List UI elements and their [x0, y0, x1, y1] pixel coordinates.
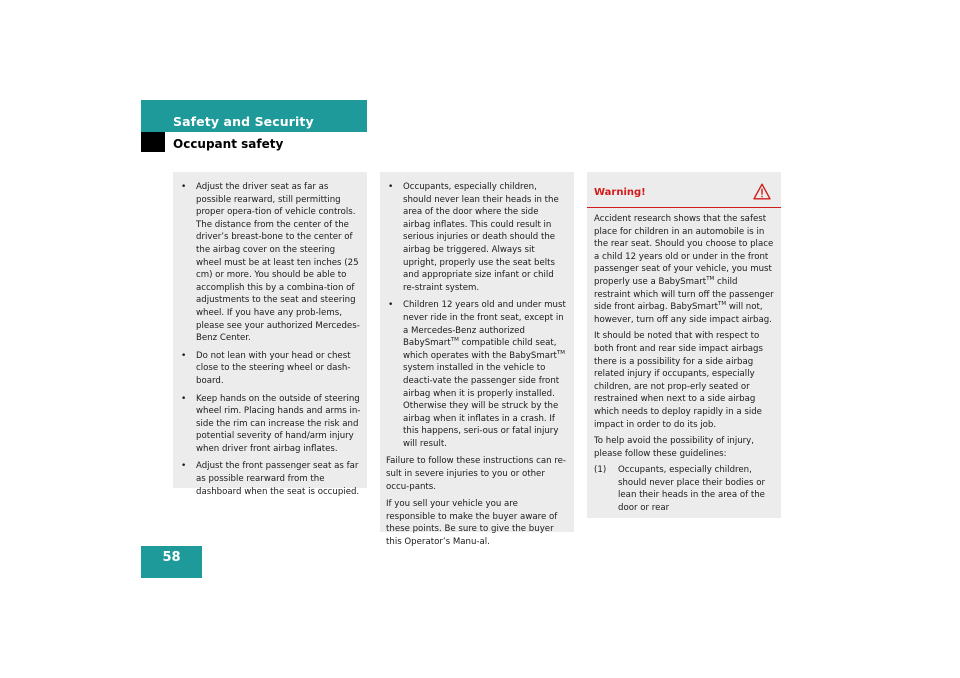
- trademark-sup: TM: [718, 301, 727, 308]
- item-text: Occupants, especially children, should never place their bodies or lean their heads in the area of the door or rear: [618, 465, 766, 514]
- paragraph-text: will not, however, turn off any side impact airbag.: [594, 302, 772, 325]
- subsection-title: Occupant safety: [173, 137, 284, 151]
- paragraph: Failure to follow these instructions can re-sult in severe injuries to you or other occu-pants.: [386, 456, 566, 492]
- warning-title: Warning!: [594, 187, 646, 198]
- trademark-sup: TM: [556, 349, 566, 356]
- list-item: • Occupants, especially children, should never lean their heads in the area of the door where the side airbag inflates. This could result in serious injuries or death should the airbag be triggered. Always sit upright, properly use the seat belts and appropriate size infant or child re-straint system.: [386, 181, 568, 294]
- bullet-list: [179, 181, 361, 498]
- warning-panel: [587, 172, 781, 518]
- paragraph-text: child restraint which will turn off the passenger side front airbag. BabySmart: [594, 276, 774, 313]
- instructions-panel-middle: [380, 172, 574, 548]
- section-title: Safety and Security: [173, 114, 314, 129]
- list-item-text: Children 12 years old and under must never ride in the front seat, except in a Mercedes-Benz authorized BabySmart: [403, 300, 566, 349]
- paragraph: If you sell your vehicle you are responsible to make the buyer aware of these points. Be sure to give the buyer this Operator’s Manu-al.: [386, 499, 558, 548]
- list-item: [386, 299, 568, 450]
- item-number: (1): [594, 465, 607, 476]
- instructions-panel-left: [173, 172, 367, 497]
- paragraph: [594, 213, 774, 326]
- numbered-item: [594, 464, 774, 514]
- list-item-text: compatible child seat, which operates with the BabySmart: [403, 338, 557, 361]
- list-item-text: system installed in the vehicle to deacti-vate the passenger side front airbag when it is properly installed. Otherwise they will be struck by the airbag when it inflates in a crash. If this happens, seri-ous or fatal injury will result.: [403, 363, 560, 449]
- list-item: • Adjust the front passenger seat as far as possible rearward from the dashboard when the seat is occupied.: [179, 460, 361, 498]
- trademark-sup: TM: [450, 337, 459, 344]
- list-item: • Do not lean with your head or chest close to the steering wheel or dash-board.: [179, 350, 361, 388]
- warning-header: [587, 172, 781, 208]
- list-item: • Adjust the driver seat as far as possible rearward, still permitting proper opera-tion of vehicle controls. The distance from the center of the driver’s breast-bone to the center of the airbag cover on the steering wheel must be at least ten inches (25 cm) or more. You should be able to accomplish this by a combina-tion of adjustments to the seat and steering wheel. If you have any prob-lems, please see your authorized Mercedes-Benz Center.: [179, 181, 361, 345]
- list-item: • Keep hands on the outside of steering wheel rim. Placing hands and arms in-side the rim can increase the risk and potential severity of hand/arm injury when driver front airbag inflates.: [179, 393, 361, 456]
- trademark-sup: TM: [706, 276, 715, 283]
- subsection-marker: [141, 132, 165, 152]
- warning-triangle-icon: [753, 183, 771, 200]
- paragraph: It should be noted that with respect to both front and rear side impact airbags there is a possibility for a side airbag related injury if occupants, especially children, are not prop-erly seated or restrained when next to a side airbag which needs to deploy rapidly in a side impact in order to do its job.: [594, 331, 763, 430]
- bullet-list: [386, 181, 568, 450]
- paragraph-text: Accident research shows that the safest place for children in an automobile is in the rear seat. Should you choose to place a child 12 years old or under in the front passenger seat of your vehicle, you must properly use a BabySmart: [594, 214, 774, 287]
- paragraph: To help avoid the possibility of injury, please follow these guidelines:: [594, 436, 754, 459]
- warning-body: [587, 208, 781, 515]
- page-number: 58: [141, 546, 202, 578]
